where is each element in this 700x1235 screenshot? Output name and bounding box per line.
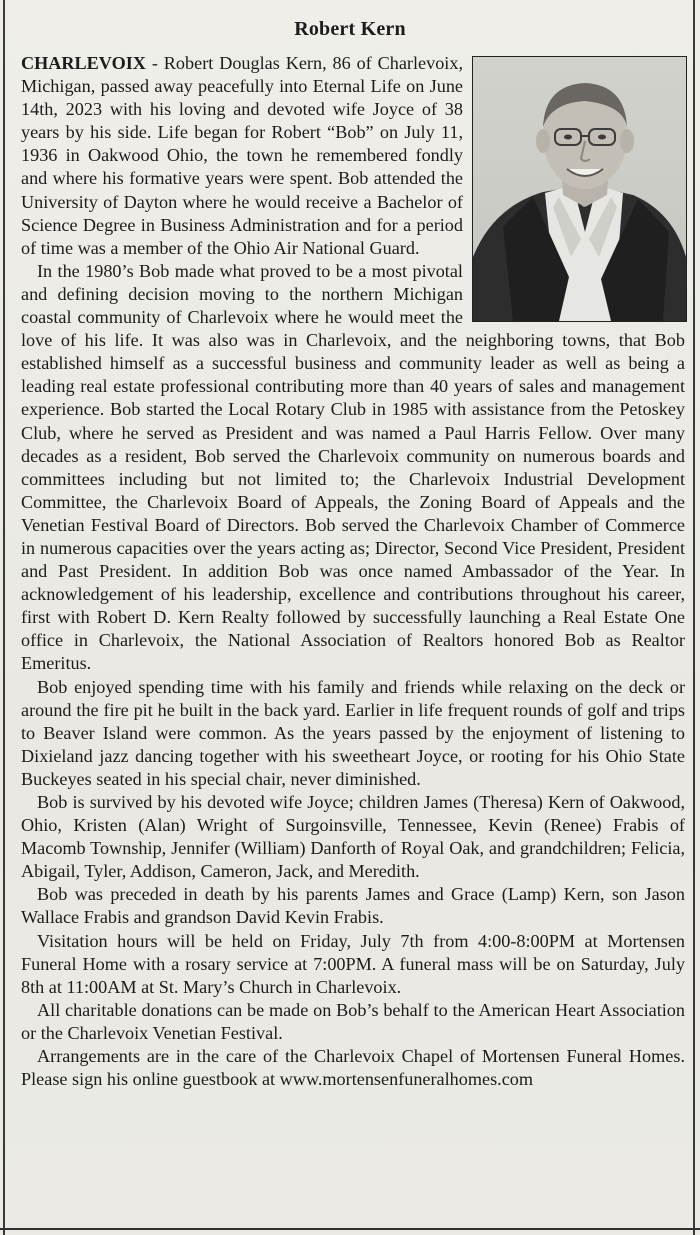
paragraph-preceded-by: Bob was preceded in death by his parents James and Grace (Lamp) Kern, son Jason Wallace Frabis and grandson David Kevin Frabis. [21, 884, 685, 928]
obituary-title: Robert Kern [294, 18, 406, 40]
paragraph-hobbies: Bob enjoyed spending time with his family and friends while relaxing on the deck or around the fire pit he built in the back yard. Earlier in life frequent rounds of golf and trips to Beaver Island were common. As the years passed by the enjoyment of listening to Dixieland jazz dancing together with his sweetheart Joyce, or rooting for his Ohio State Buckeyes seated in his special chair, never diminished. [21, 676, 685, 789]
obituary-body [21, 52, 685, 1091]
paragraph-intro-text: - Robert Douglas Kern, 86 of Charlevoix, Michigan, passed away peacefully into Eternal Life on June 14th, 2023 with his loving and devoted wife Joyce of 38 years by his side. Life began for Robert “Bob” on July 11, 1936 in Oakwood Ohio, the town he remembered fondly and where his formative years were spent. Bob attended the University of Dayton where he would receive a Bachelor of Science Degree in Business Administration and for a period of time was a member of the Ohio Air National Guard. [21, 53, 463, 258]
paragraph-career: In the 1980’s Bob made what proved to be a most pivotal and defining decision moving to the northern Michigan coastal community of Charlevoix where he would meet the love of his life. It was also was in Charlevoix, and the neighboring towns, that Bob established himself as a successful business and community leader as well as being a leading real estate professional contributing more than 40 years of sales and management experience. Bob started the Local Rotary Club in 1985 with assistance from the Petoskey Club, where he served as President and was named a Paul Harris Fellow. Over many decades as a resident, Bob served the Charlevoix community on numerous boards and committees including but not limited to; the Charlevoix Industrial Development Committee, the Charlevoix Board of Appeals, the Zoning Board of Appeals and the Venetian Festival Board of Directors. Bob served the Charlevoix Chamber of Commerce in numerous capacities over the years acting as; Director, Second Vice President, President and Past President. In addition Bob was once named Ambassador of the Year. In acknowledgement of his leadership, excellence and contributions throughout his career, first with Robert D. Kern Realty followed by successfully launching a Real Estate One office in Charlevoix, the National Association of Realtors honored Bob as Realtor Emeritus. [21, 260, 685, 674]
dateline: CHARLEVOIX [21, 53, 146, 73]
paragraph-visitation: Visitation hours will be held on Friday, July 7th from 4:00-8:00PM at Mortensen Funeral Home with a rosary service at 7:00PM. A funeral mass will be on Saturday, July 8th at 11:00AM at St. Mary’s Church in Charlevoix. [21, 930, 685, 997]
paragraph-donations: All charitable donations can be made on Bob’s behalf to the American Heart Association or the Charlevoix Venetian Festival. [21, 999, 685, 1043]
photo-wrap-space [463, 52, 685, 324]
paragraph-arrangements: Arrangements are in the care of the Charlevoix Chapel of Mortensen Funeral Homes. Please sign his online guestbook at www.mortensenfuneralhomes.com [21, 1046, 685, 1090]
right-column-rule [693, 0, 695, 1235]
bottom-rule [0, 1228, 700, 1230]
paragraph-survived-by: Bob is survived by his devoted wife Joyce; children James (Theresa) Kern of Oakwood, Ohio, Kristen (Alan) Wright of Surgoinsville, Tennessee, Kevin (Renee) Frabis of Macomb Township, Jennifer (William) Danforth of Royal Oak, and grandchildren; Felicia, Abigail, Tyler, Addison, Cameron, Jack, and Meredith. [21, 792, 685, 882]
left-column-rule [3, 0, 5, 1235]
